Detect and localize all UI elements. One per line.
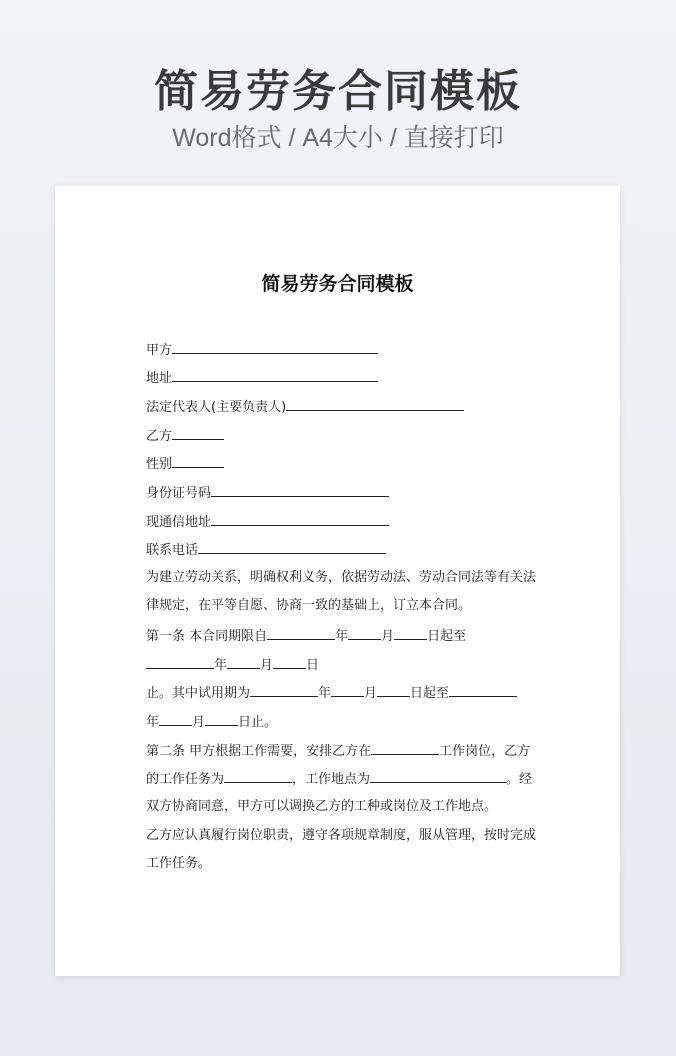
- field-party-b-label: 乙方: [146, 429, 173, 444]
- year-label: 年: [335, 629, 349, 644]
- trial-start-suffix: 日起至: [410, 686, 450, 701]
- start-suffix: 日起至: [427, 629, 467, 644]
- field-address-label: 地址: [146, 371, 173, 386]
- day-label: 日: [306, 658, 320, 673]
- task-lead: 的工作任务为: [146, 772, 225, 787]
- field-phone-label: 联系电话: [146, 543, 199, 558]
- trial-start-day-blank[interactable]: [377, 683, 410, 697]
- position-suffix: 工作岗位，乙方: [439, 744, 531, 759]
- trial-start-year-blank[interactable]: [250, 683, 318, 697]
- position-blank[interactable]: [371, 741, 439, 755]
- trial-end-year-blank[interactable]: [449, 683, 517, 697]
- document-title: 简易劳务合同模板: [261, 273, 414, 295]
- contract-start-year-blank[interactable]: [267, 626, 335, 640]
- article-2-line-2: [146, 769, 532, 787]
- article-2-line-3: 双方协商同意，甲方可以调换乙方的工种或岗位及工作地点。: [146, 799, 498, 814]
- year-label: 年: [318, 686, 332, 701]
- id-number-blank[interactable]: [211, 483, 389, 497]
- location-blank[interactable]: [370, 769, 506, 783]
- field-gender: [146, 454, 224, 472]
- end-suffix: 日止。: [238, 715, 278, 730]
- article-1-line-3: [146, 683, 517, 701]
- article-1-lead: 第一条 本合同期限自: [146, 629, 268, 644]
- article-2-line-5: 工作任务。: [146, 856, 212, 871]
- intro-line-2: 律规定，在平等自愿、协商一致的基础上，订立本合同。: [146, 598, 472, 613]
- field-party-a: [146, 340, 378, 358]
- trial-end-month-blank[interactable]: [159, 712, 192, 726]
- article-2-line-4: 乙方应认真履行岗位职责，遵守各项规章制度，服从管理，按时完成: [146, 828, 537, 843]
- trial-start-month-blank[interactable]: [331, 683, 364, 697]
- month-label: 月: [364, 686, 378, 701]
- contract-end-month-blank[interactable]: [227, 655, 260, 669]
- field-id-number-label: 身份证号码: [146, 486, 212, 501]
- year-label: 年: [146, 715, 160, 730]
- trial-lead: 止。其中试用期为: [146, 686, 251, 701]
- trial-end-day-blank[interactable]: [205, 712, 238, 726]
- party-b-blank[interactable]: [172, 426, 224, 440]
- article-2-lead: 第二条 甲方根据工作需要，安排乙方在: [146, 744, 372, 759]
- article-1-line-4: [146, 712, 277, 730]
- field-party-a-label: 甲方: [146, 343, 173, 358]
- field-id-number: [146, 483, 389, 501]
- current-address-blank[interactable]: [211, 512, 389, 526]
- field-current-address: [146, 512, 389, 530]
- field-gender-label: 性别: [146, 457, 173, 472]
- intro-line-1: 为建立劳动关系，明确权利义务，依据劳动法、劳动合同法等有关法: [146, 570, 537, 585]
- address-blank[interactable]: [172, 368, 378, 382]
- party-a-blank[interactable]: [172, 340, 378, 354]
- article-2-line-1: [146, 741, 530, 759]
- field-address: [146, 368, 378, 386]
- month-label: 月: [192, 715, 206, 730]
- document-page: [55, 186, 620, 976]
- field-legal-rep-label: 法定代表人(主要负责人): [146, 400, 287, 415]
- month-label: 月: [381, 629, 395, 644]
- contract-start-month-blank[interactable]: [348, 626, 381, 640]
- article-1-line-1: [146, 626, 466, 644]
- legal-rep-blank[interactable]: [286, 397, 464, 411]
- location-lead: ，工作地点为: [292, 772, 371, 787]
- location-suffix: 。经: [506, 772, 533, 787]
- contract-end-year-blank[interactable]: [146, 655, 214, 669]
- month-label: 月: [260, 658, 274, 673]
- contract-end-day-blank[interactable]: [273, 655, 306, 669]
- article-1-line-2: [146, 655, 319, 673]
- contract-start-day-blank[interactable]: [394, 626, 427, 640]
- field-current-address-label: 现通信地址: [146, 515, 212, 530]
- task-blank[interactable]: [224, 769, 292, 783]
- banner-subtitle: Word格式 / A4大小 / 直接打印: [172, 124, 504, 152]
- banner-title: 简易劳务合同模板: [154, 66, 522, 117]
- field-phone: [146, 540, 386, 558]
- year-label: 年: [214, 658, 228, 673]
- field-party-b: [146, 426, 224, 444]
- phone-blank[interactable]: [198, 540, 386, 554]
- gender-blank[interactable]: [172, 454, 224, 468]
- field-legal-rep: [146, 397, 464, 415]
